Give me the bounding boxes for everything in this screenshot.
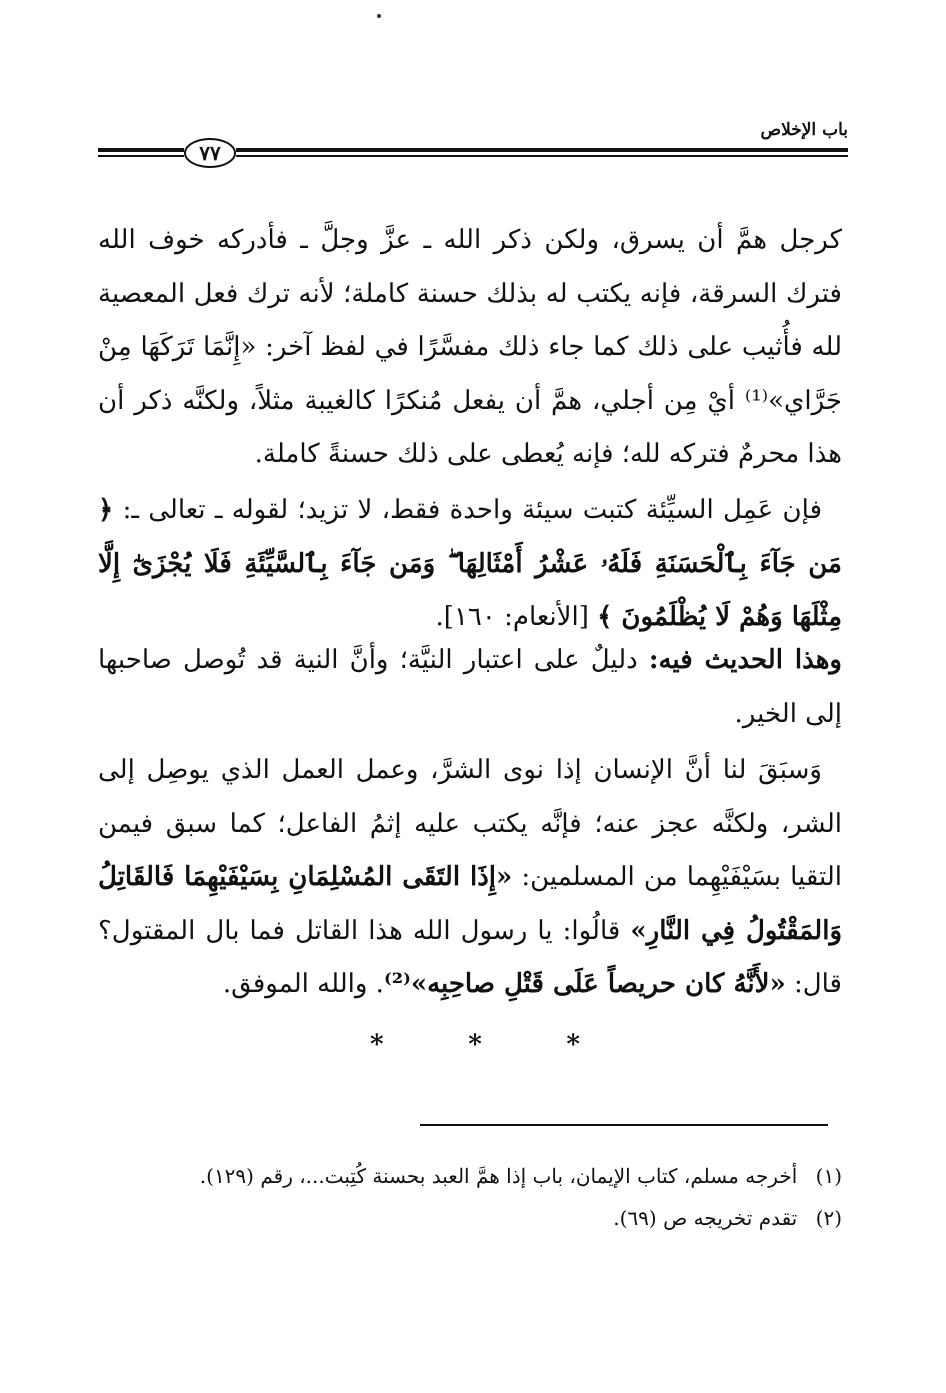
- rule-thin: [98, 155, 184, 157]
- paragraph-2: [98, 484, 842, 645]
- hadith-quote-1: «إِذَا التَقَى المُسْلِمَانِ بِسَيْفَيْهِمَا فَالقَاتِلُ وَالمَقْتُولُ فِي النَّارِ»: [98, 862, 843, 946]
- rule-thick: [236, 148, 848, 152]
- footnote-2: [98, 1200, 842, 1236]
- header-rule-left: [98, 148, 184, 158]
- footnote-text: أخرجه مسلم، كتاب الإيمان، باب إذا همَّ العبد بحسنة كُتِبت...، رقم (١٢٩).: [199, 1164, 798, 1188]
- footnote-divider: [420, 1124, 828, 1126]
- paragraph-4: [98, 744, 842, 1012]
- paragraph-3-lead: وهذا الحديث فيه:: [648, 645, 842, 675]
- quran-verse: ﴿ مَن جَآءَ بِٱلْحَسَنَةِ فَلَهُۥ عَشْرُ أَمْثَالِهَا ۖ وَمَن جَآءَ بِٱلسَّيِّئَةِ فَلَا يُجْزَىٰٓ إِلَّا مِثْلَهَا وَهُمْ لَا يُظْلَمُونَ ﴾: [98, 495, 842, 632]
- paragraph-2-intro: فإن عَمِل السيِّئة كتبت سيئة واحدة فقط، لا تزيد؛ لقوله ـ تعالى ـ:: [122, 495, 822, 525]
- scan-speck: [377, 14, 381, 18]
- footnote-number: (١): [815, 1164, 842, 1188]
- verse-reference: [الأنعام: ١٦٠].: [435, 602, 589, 632]
- footnote-text: تقدم تخريجه ص (٦٩).: [613, 1206, 798, 1230]
- rule-thin: [236, 155, 848, 157]
- page-number: ٧٧: [184, 138, 236, 168]
- paragraph-3: [98, 634, 842, 741]
- section-separator: [370, 1030, 580, 1060]
- rule-thick: [98, 148, 184, 152]
- footnote-1: [98, 1158, 842, 1194]
- separator-star: *: [370, 1030, 384, 1060]
- separator-star: *: [566, 1030, 580, 1060]
- footnote-number: (٢): [815, 1206, 842, 1230]
- separator-star: *: [468, 1030, 482, 1060]
- paragraph-4-text-a: وَسبَقَ لنا أنَّ الإنسان إذا نوى الشرَّ، وعمل العمل الذي يوصِل إلى الشر، ولكنَّه عجز عنه؛ فإنَّه يكتب عليه إثمُ الفاعل؛ كما سبق فيمن التقيا بسَيْفَيْهِما من المسلمين:: [98, 755, 842, 892]
- paragraph-3-text: دليلٌ على اعتبار النيَّة؛ وأنَّ النية قد تُوصل صاحبها إلى الخير.: [98, 645, 842, 729]
- hadith-quote-2: «لأَنَّهُ كان حريصاً عَلَى قَتْلِ صاحِبِه»⁽²⁾: [383, 969, 786, 999]
- paragraph-1: كرجل همَّ أن يسرق، ولكن ذكر الله ـ عزَّ وجلَّ ـ فأدركه خوف الله فترك السرقة، فإنه يكتب له بذلك حسنة كاملة؛ لأنه ترك فعل المعصية لله فأُثيب على ذلك كما جاء ذلك مفسَّرًا في لفظ آخر: «إِنَّمَا تَرَكَهَا مِنْ جَرَّاي»⁽¹⁾ أيْ مِن أجلي، همَّ أن يفعل مُنكرًا كالغيبة مثلاً، ولكنَّه ذكر أن هذا محرمٌ فتركه لله؛ فإنه يُعطى على ذلك حسنةً كاملة.: [98, 225, 842, 469]
- chapter-title: باب الإخلاص: [760, 120, 848, 140]
- paragraph-4-text-c: . والله الموفق.: [222, 969, 384, 999]
- paragraph-4-text-b: قالُوا: يا رسول الله هذا القاتل فما بال المقتول؟ قال:: [98, 915, 842, 999]
- footnotes: [98, 1158, 842, 1242]
- header-rule-right: [236, 148, 848, 158]
